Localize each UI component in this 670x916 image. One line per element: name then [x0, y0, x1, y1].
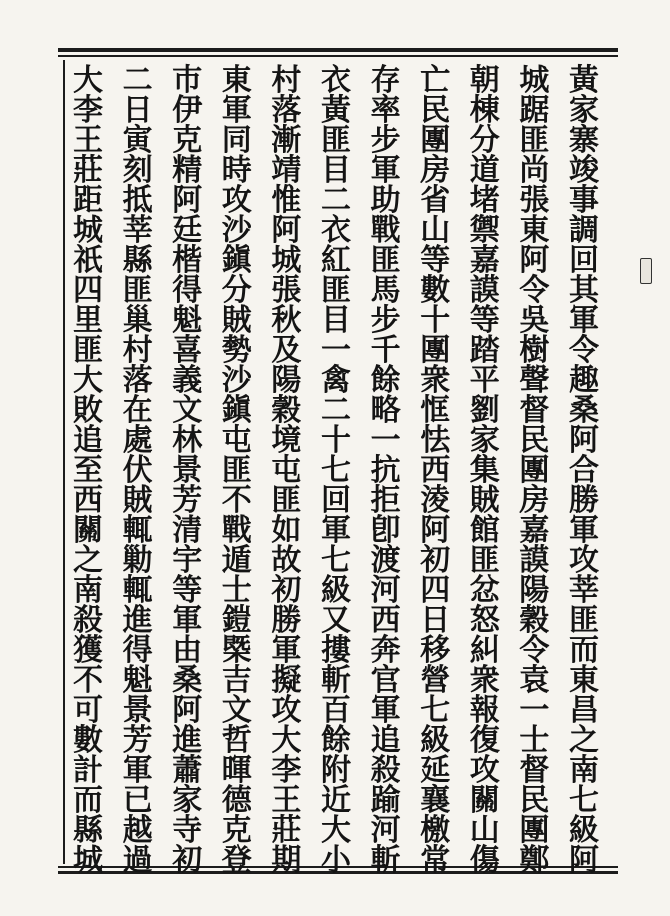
- top-border-rule: [58, 48, 618, 52]
- text-column: 巿 伊 克 精 阿 廷 楷 得 魁 喜 義 文 林 景 芳 清 宇 等 軍 由 桑 阿 進 蕭 家 寺 初: [172, 63, 203, 878]
- text-column: 黃 家 寨 竣 事 調 回 其 軍 令 趣 桑 阿 合 勝 軍 攻 莘 匪 而 東 昌 之 南 七 級 阿: [569, 63, 599, 878]
- text-column: 存 率 步 軍 助 戰 匪 馬 步 千 餘 略 一 抗 拒 卽 渡 河 西 奔 官 軍 追 殺 踰 河 斬: [370, 63, 401, 878]
- text-column: 大 李 王 莊 距 城 祇 四 里 匪 大 敗 追 至 西 關 之 南 殺 獲 不 可 數 計 而 縣 城: [73, 63, 103, 878]
- text-column: 朝 棟 分 道 堵 禦 嘉 謨 等 踏 平 劉 家 集 賊 館 匪 忿 怒 糾 衆 報 復 攻 關 山 傷: [469, 63, 500, 878]
- text-column: 東 軍 同 時 攻 沙 鎭 分 賊 勢 沙 鎭 屯 匪 不 戰 遁 士 鎧 㮣 吉 文 哲 暉 德 克 登: [221, 63, 252, 878]
- text-column: 亡 民 團 房 省 山 等 數 十 團 衆 恇 怯 西 淩 阿 初 四 日 移 營 七 級 延 襄 檄 常: [420, 63, 451, 878]
- text-column: 衣 黃 匪 目 二 衣 紅 匪 目 一 禽 二 十 七 回 軍 七 級 又 摟 斬 百 餘 附 近 大 小: [321, 63, 351, 878]
- text-column: 村 落 漸 靖 惟 阿 城 張 秋 及 陽 穀 境 屯 匪 如 故 初 勝 軍 擬 攻 大 李 王 莊 期: [271, 63, 302, 878]
- top-border-rule-thin: [58, 55, 618, 57]
- left-border-rule: [63, 60, 65, 864]
- text-column: 城 踞 匪 尚 張 東 阿 令 吳 樹 聲 督 民 團 房 嘉 謨 陽 穀 令 袁 一 士 督 民 團 鄭: [519, 63, 550, 878]
- text-column: 二 日 寅 刻 抵 莘 縣 匪 巢 村 落 在 處 伏 賊 輒 勦 輒 進 得 魁 景 芳 軍 已 越 過: [122, 63, 153, 878]
- page-edge-tab: [640, 258, 652, 284]
